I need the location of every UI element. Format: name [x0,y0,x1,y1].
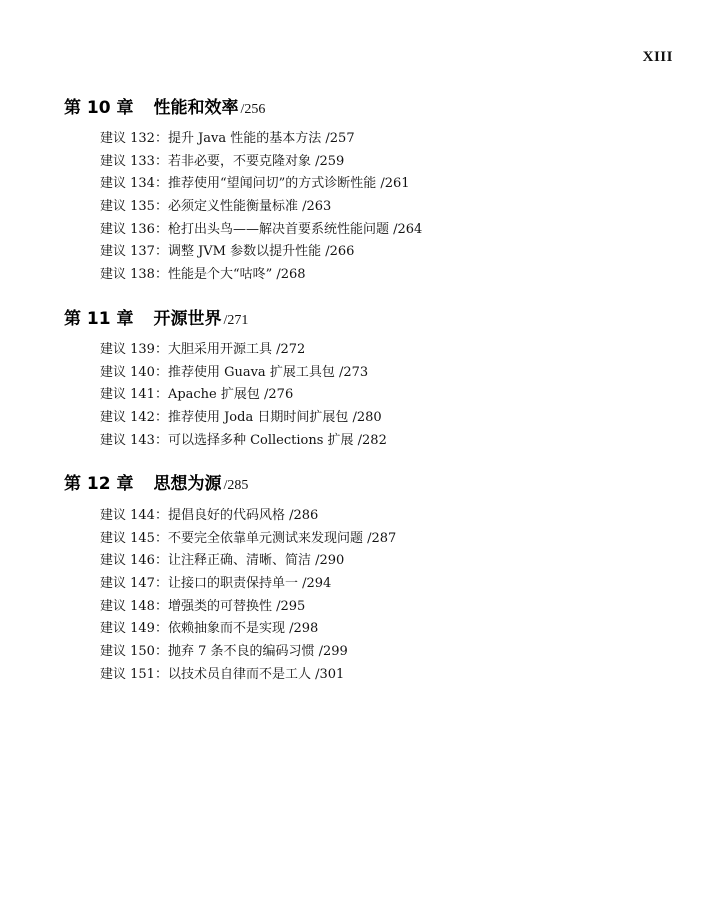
chapter-title: 开源世界 [153,309,222,329]
toc-item: 建议 141：Apache 扩展包 /276 [100,387,294,403]
toc-item: 建议 137：调整 JVM 参数以提升性能 /266 [100,244,355,260]
toc-item: 建议 151：以技术员自律而不是工人 /301 [100,666,345,682]
chapter-heading [64,93,265,118]
chapter-heading [64,469,248,494]
toc-item: 建议 132：提升 Java 性能的基本方法 /257 [100,131,355,146]
chapter-title: 性能和效率 [153,98,239,118]
chapter-label: 第 10 章 [64,98,134,118]
toc-item: 建议 148：增强类的可替换性 /295 [100,598,306,614]
toc-item: 建议 149：依赖抽象而不是实现 /298 [100,621,319,637]
toc-item: 建议 136：枪打出头鸟——解决首要系统性能问题 /264 [100,221,423,237]
toc-item: 建议 133：若非必要，不要克隆对象 /259 [100,153,345,169]
toc-item: 建议 143：可以选择多种 Collections 扩展 /282 [100,432,387,448]
toc-item: 建议 140：推荐使用 Guava 扩展工具包 /273 [100,364,369,380]
toc-item: 建议 138：性能是个大“咕咚” /268 [100,267,306,283]
chapter-page-ref: /256 [240,102,266,117]
toc-item: 建议 146：让注释正确、清晰、简洁 /290 [100,553,345,569]
chapter-title: 思想为源 [153,474,222,494]
toc-item: 建议 150：抛弃 7 条不良的编码习惯 /299 [100,644,348,660]
toc-item-list [100,128,422,287]
toc-item: 建议 139：大胆采用开源工具 /272 [100,342,306,357]
chapter-heading [64,304,248,329]
toc-item-list [100,505,396,687]
toc-item: 建议 147：让接口的职责保持单一 /294 [100,576,332,592]
toc-item-list [100,339,387,452]
toc-item: 建议 144：提倡良好的代码风格 /286 [100,508,319,523]
page-number: XIII [642,49,673,65]
toc-item: 建议 145：不要完全依靠单元测试来发现问题 /287 [100,530,397,546]
toc-item: 建议 142：推荐使用 Joda 日期时间扩展包 /280 [100,410,382,426]
chapter-label: 第 12 章 [64,474,134,494]
chapter-page-ref: /285 [223,478,249,493]
chapter-label: 第 11 章 [64,309,134,329]
chapter-page-ref: /271 [223,313,249,328]
toc-item: 建议 135：必须定义性能衡量标准 /263 [100,199,332,215]
toc-item: 建议 134：推荐使用“望闻问切”的方式诊断性能 /261 [100,176,410,192]
